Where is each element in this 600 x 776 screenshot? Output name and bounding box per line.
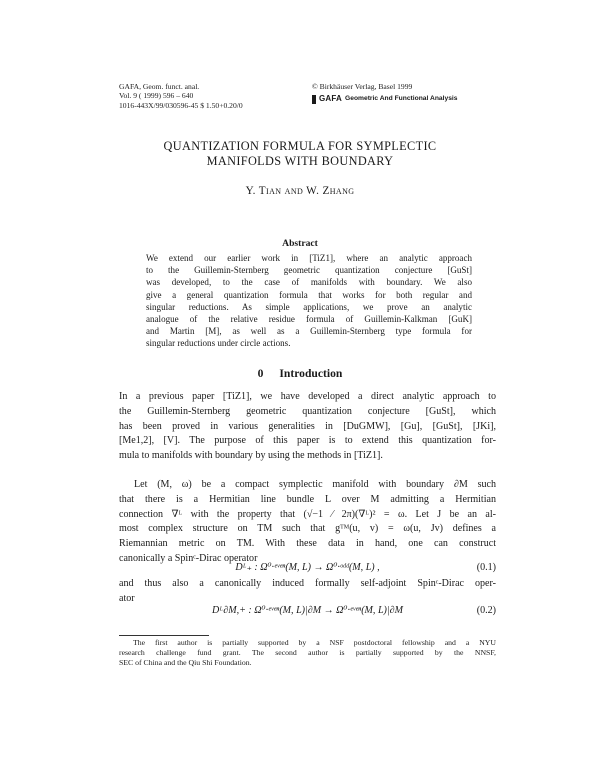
- text-line: has been proved in various generalities in [DuGMW], [Gu], [GuSt], [JKi],: [119, 420, 496, 432]
- abstract-line: singular reductions under circle actions.: [146, 338, 291, 349]
- abstract-line: give a general quantization formula that works for both regular and: [146, 289, 472, 300]
- gafa-logo-long: Geometric And Functional Analysis: [345, 95, 458, 103]
- abstract-line: analogue of the relative residue formula of Guillemin-Kalkman [GuK]: [146, 314, 472, 325]
- footnote-line: The first author is partially supported by a NSF postdoctoral fellowship and a NYU: [133, 638, 496, 647]
- intro-paragraph-3: [119, 577, 496, 607]
- issn-info: 1016-443X/99/030596-45 $ 1.50+0.20/0: [119, 100, 243, 110]
- abstract-line: We extend our earlier work in [TiZ1], where an analytic approach: [146, 253, 472, 263]
- text-line: canonically a Spinᶜ-Dirac operator: [119, 552, 258, 564]
- abstract-line: to the Guillemin-Sternberg geometric quantization conjecture [GuSt]: [146, 265, 472, 276]
- footnote-line: research challenge fund grant. The second author is partially supported by the NNSF,: [119, 647, 496, 657]
- text-line: the Guillemin-Sternberg geometric quantization conjecture [GuSt], which: [119, 405, 496, 417]
- text-line: ator: [119, 592, 135, 604]
- paper-title-line: MANIFOLDS WITH BOUNDARY: [206, 154, 394, 168]
- gafa-logo: [312, 94, 458, 103]
- journal-header-right: [312, 82, 458, 104]
- journal-name: GAFA, Geom. funct. anal.: [119, 82, 200, 91]
- section-number: 0: [257, 367, 264, 380]
- section-heading: [0, 367, 600, 380]
- abstract-body: [146, 252, 472, 350]
- abstract-line: singular reductions. As simple applications, we prove an analytic: [146, 301, 472, 312]
- equation-0-2: [119, 605, 496, 621]
- text-line: and thus also a canonically induced formally self-adjoint Spinᶜ-Dirac oper-: [119, 578, 496, 589]
- paper-title: [0, 139, 600, 169]
- equation-expression: Dᴸ₊ : Ω⁰·ᵉᵛᵉⁿ(M, L) → Ω⁰·ᵒᵈᵈ(M, L) ,: [235, 562, 380, 573]
- equation-tag: (0.2): [476, 605, 496, 616]
- text-line: Riemannian metric on TM. With these data in hand, one can construct: [119, 538, 496, 550]
- volume-info: Vol. 9 ( 1999) 596 – 640: [119, 91, 194, 101]
- abstract-line: and Martin [M], as well as a Guillemin-Sternberg type formula for: [146, 326, 472, 337]
- footnote-line: SEC of China and the Qiu Shi Foundation.: [119, 657, 252, 667]
- abstract-heading: Abstract: [282, 238, 318, 249]
- paper-authors: Y. Tian and W. Zhang: [245, 185, 355, 197]
- text-line: mula to manifolds with boundary by using the methods in [TiZ1].: [119, 450, 383, 462]
- abstract-line: was developed, to the case of manifolds with boundary. We also: [146, 277, 472, 288]
- gafa-logo-short: GAFA: [319, 94, 343, 104]
- gafa-logo-bar: [312, 95, 316, 104]
- equation-tag: (0.1): [476, 562, 496, 573]
- text-line: that there is a Hermitian line bundle L over M admitting a Hermitian: [119, 493, 496, 505]
- text-line: Let (M, ω) be a compact symplectic manifold with boundary ∂M such: [134, 479, 496, 490]
- equation-expression: Dᴸ∂M,+ : Ω⁰·ᵉᵛᵉⁿ(M, L)|∂M → Ω⁰·ᵉᵛᵉⁿ(M, L)|∂M: [212, 605, 403, 616]
- footnote: [119, 638, 496, 668]
- paper-title-line: QUANTIZATION FORMULA FOR SYMPLECTIC: [163, 139, 437, 153]
- equation-0-1: [119, 562, 496, 578]
- intro-paragraph-1: [119, 390, 496, 464]
- journal-header-left: [119, 82, 243, 110]
- text-line: most complex structure on TM such that gᵀᴹ(u, v) = ω(u, Jv) defines a: [119, 523, 496, 535]
- text-line: In a previous paper [TiZ1], we have developed a direct analytic approach to: [119, 391, 496, 402]
- text-line: connection ∇ᴸ with the property that (√−1 ⁄ 2π)(∇ᴸ)² = ω. Let J be an al-: [119, 508, 496, 520]
- section-title: Introduction: [279, 367, 343, 380]
- footnote-rule: [119, 635, 209, 636]
- intro-paragraph-2: [119, 478, 496, 567]
- copyright-notice: © Birkhäuser Verlag, Basel 1999: [312, 82, 413, 91]
- text-line: [Me1,2], [V]. The purpose of this paper is to extend this quantization for-: [119, 435, 496, 447]
